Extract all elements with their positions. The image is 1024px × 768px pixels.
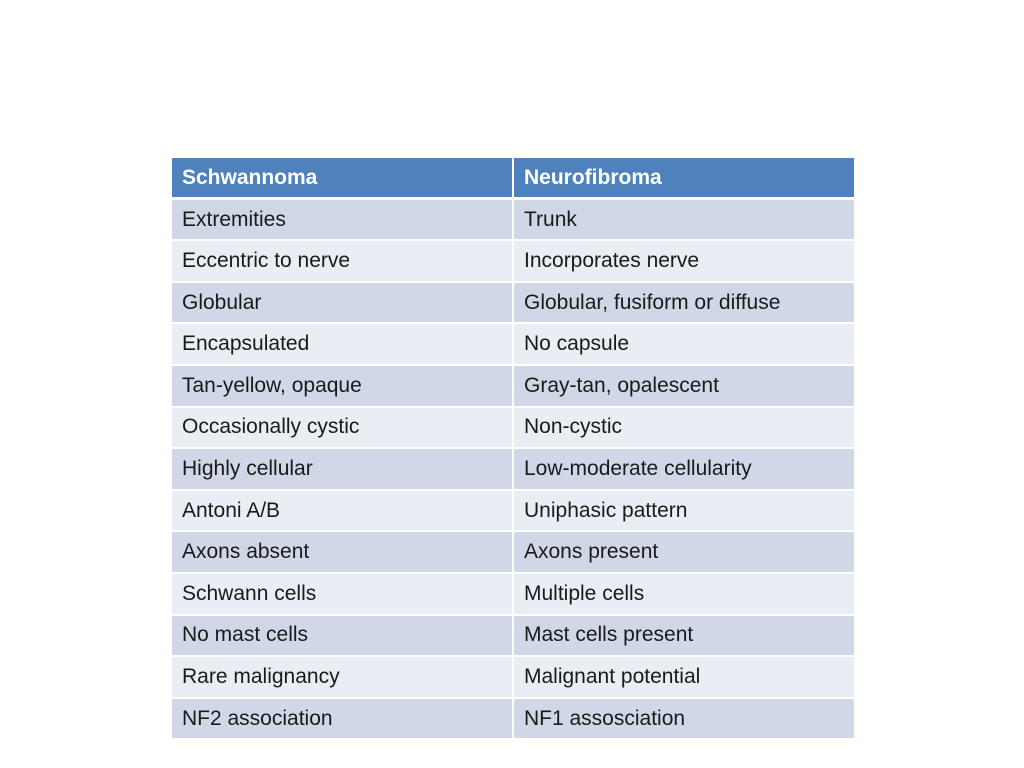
neurofibroma-cell: Globular, fusiform or diffuse [513,282,855,324]
neurofibroma-cell: Multiple cells [513,573,855,615]
table-row [171,240,855,282]
neurofibroma-cell: Incorporates nerve [513,240,855,282]
table-row [171,365,855,407]
table-row [171,323,855,365]
schwannoma-cell: Highly cellular [171,448,513,490]
schwannoma-cell: Antoni A/B [171,490,513,532]
neurofibroma-cell: No capsule [513,323,855,365]
table-row [171,490,855,532]
comparison-table [170,156,856,740]
schwannoma-cell: Tan-yellow, opaque [171,365,513,407]
table-row [171,199,855,241]
schwannoma-cell: Occasionally cystic [171,407,513,449]
table-row [171,573,855,615]
header-row [171,157,855,199]
table-row [171,282,855,324]
table-row [171,698,855,740]
neurofibroma-cell: Low-moderate cellularity [513,448,855,490]
schwannoma-cell: No mast cells [171,615,513,657]
neurofibroma-cell: Non-cystic [513,407,855,449]
neurofibroma-cell: Axons present [513,531,855,573]
neurofibroma-cell: Mast cells present [513,615,855,657]
table-row [171,448,855,490]
schwannoma-cell: Rare malignancy [171,656,513,698]
schwannoma-cell: Globular [171,282,513,324]
table-row [171,531,855,573]
schwannoma-cell: NF2 association [171,698,513,740]
schwannoma-cell: Axons absent [171,531,513,573]
schwannoma-cell: Encapsulated [171,323,513,365]
neurofibroma-cell: Trunk [513,199,855,241]
schwannoma-cell: Extremities [171,199,513,241]
table-row [171,407,855,449]
schwannoma-cell: Schwann cells [171,573,513,615]
neurofibroma-cell: Gray-tan, opalescent [513,365,855,407]
neurofibroma-cell: Malignant potential [513,656,855,698]
header-schwannoma: Schwannoma [171,157,513,199]
table-row [171,656,855,698]
header-neurofibroma: Neurofibroma [513,157,855,199]
table-row [171,615,855,657]
neurofibroma-cell: Uniphasic pattern [513,490,855,532]
schwannoma-cell: Eccentric to nerve [171,240,513,282]
neurofibroma-cell: NF1 assosciation [513,698,855,740]
